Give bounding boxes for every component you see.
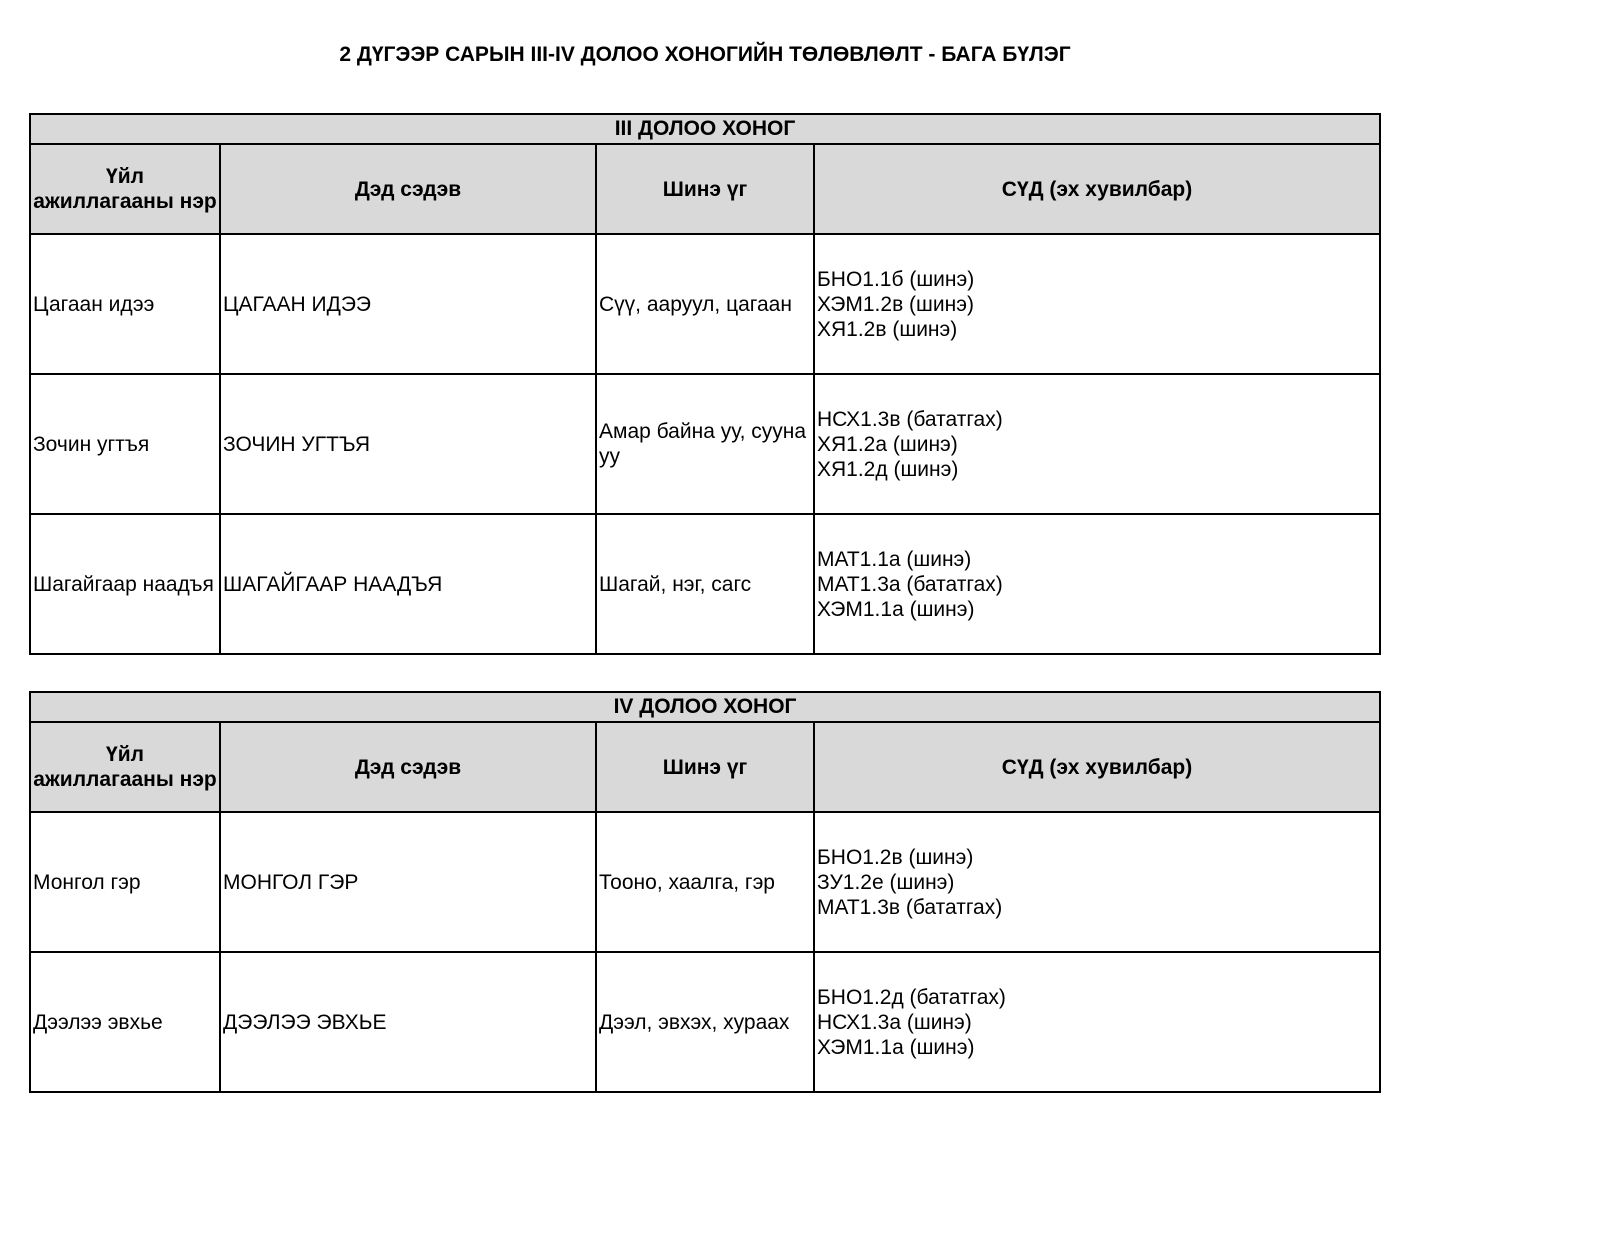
sud-item: МАТ1.3в (бататгах) bbox=[817, 895, 1003, 919]
table-row bbox=[30, 514, 1380, 654]
sud-item: ХЯ1.2а (шинэ) bbox=[817, 432, 958, 456]
sud-item: НСХ1.3в (бататгах) bbox=[817, 407, 1003, 431]
sud-item: МАТ1.1а (шинэ) bbox=[817, 547, 972, 571]
sud-item: МАТ1.3а (бататгах) bbox=[817, 572, 1003, 596]
new-words-cell: Сүү, ааруул, цагаан bbox=[596, 234, 814, 374]
activity-cell: Цагаан идээ bbox=[30, 234, 220, 374]
table-row bbox=[30, 234, 1380, 374]
sud-item: ХЭМ1.2в (шинэ) bbox=[817, 292, 974, 316]
subtopic-cell: ШАГАЙГААР НААДЪЯ bbox=[220, 514, 596, 654]
subtopic-cell: ДЭЭЛЭЭ ЭВХЬЕ bbox=[220, 952, 596, 1092]
new-words-cell: Тооно, хаалга, гэр bbox=[596, 812, 814, 952]
column-header-new-words: Шинэ үг bbox=[596, 144, 814, 234]
sud-item: БНО1.2д (бататгах) bbox=[817, 985, 1006, 1009]
sud-item: БНО1.1б (шинэ) bbox=[817, 267, 975, 291]
sud-item: НСХ1.3а (шинэ) bbox=[817, 1010, 972, 1034]
subtopic-cell: ЦАГААН ИДЭЭ bbox=[220, 234, 596, 374]
column-header-subtopic: Дэд сэдэв bbox=[220, 144, 596, 234]
subtopic-cell: МОНГОЛ ГЭР bbox=[220, 812, 596, 952]
new-words-cell: Амар байна уу, сууна уу bbox=[596, 374, 814, 514]
table-row bbox=[30, 952, 1380, 1092]
column-header-sud: СҮД (эх хувилбар) bbox=[814, 722, 1380, 812]
sud-item: ЗУ1.2е (шинэ) bbox=[817, 870, 955, 894]
sud-item: ХЯ1.2д (шинэ) bbox=[817, 457, 959, 481]
activity-cell: Монгол гэр bbox=[30, 812, 220, 952]
page-title: 2 ДҮГЭЭР САРЫН III-IV ДОЛОО ХОНОГИЙН ТӨЛӨВЛӨЛТ - БАГА БҮЛЭГ bbox=[339, 43, 1071, 66]
sud-cell bbox=[814, 952, 1380, 1092]
week-heading: IV ДОЛОО ХОНОГ bbox=[30, 692, 1380, 722]
new-words-cell: Шагай, нэг, сагс bbox=[596, 514, 814, 654]
sud-cell bbox=[814, 812, 1380, 952]
column-header-activity: Үйл ажиллагааны нэр bbox=[30, 722, 220, 812]
sud-item: ХЯ1.2в (шинэ) bbox=[817, 317, 958, 341]
activity-cell: Зочин угтъя bbox=[30, 374, 220, 514]
sud-item: ХЭМ1.1а (шинэ) bbox=[817, 1035, 975, 1059]
table-row bbox=[30, 374, 1380, 514]
activity-cell: Шагайгаар наадъя bbox=[30, 514, 220, 654]
week-4-table bbox=[29, 691, 1381, 1093]
sud-cell bbox=[814, 514, 1380, 654]
column-header-subtopic: Дэд сэдэв bbox=[220, 722, 596, 812]
week-3-table bbox=[29, 113, 1381, 655]
column-header-new-words: Шинэ үг bbox=[596, 722, 814, 812]
subtopic-cell: ЗОЧИН УГТЪЯ bbox=[220, 374, 596, 514]
new-words-cell: Дээл, эвхэх, хураах bbox=[596, 952, 814, 1092]
table-row bbox=[30, 812, 1380, 952]
sud-item: ХЭМ1.1а (шинэ) bbox=[817, 597, 975, 621]
column-header-sud: СҮД (эх хувилбар) bbox=[814, 144, 1380, 234]
sud-cell bbox=[814, 234, 1380, 374]
sud-item: БНО1.2в (шинэ) bbox=[817, 845, 974, 869]
week-heading: III ДОЛОО ХОНОГ bbox=[30, 114, 1380, 144]
column-header-activity: Үйл ажиллагааны нэр bbox=[30, 144, 220, 234]
sud-cell bbox=[814, 374, 1380, 514]
activity-cell: Дээлээ эвхье bbox=[30, 952, 220, 1092]
